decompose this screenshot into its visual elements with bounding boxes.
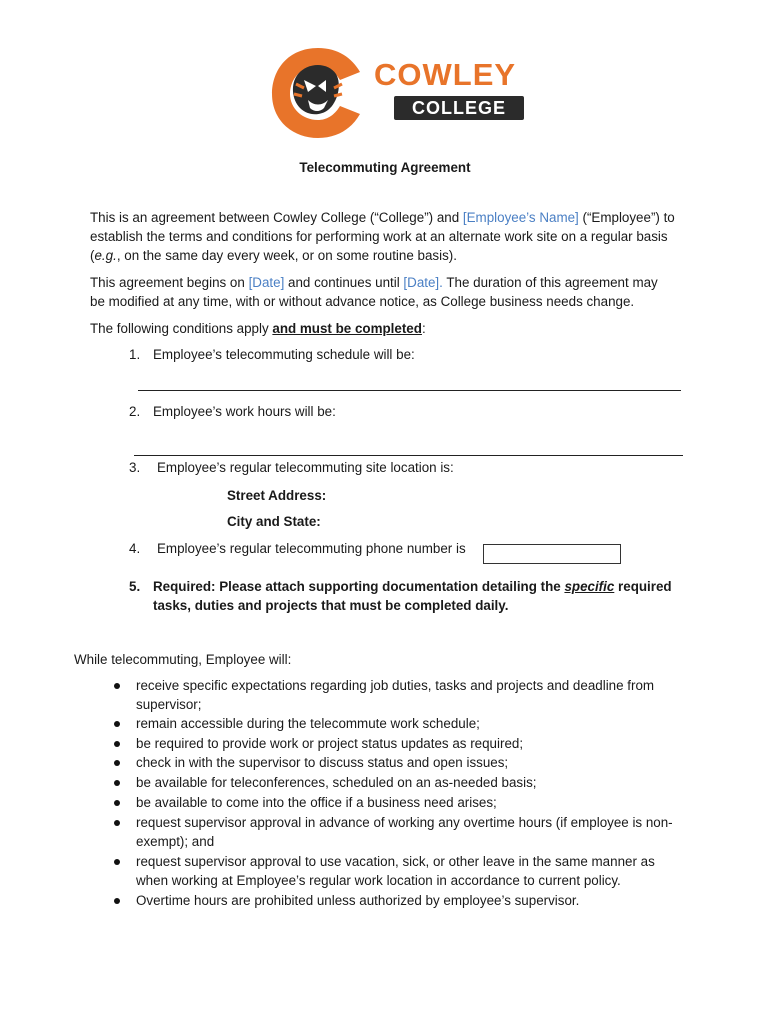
bullet-marker	[114, 898, 120, 904]
intro-text: (	[90, 248, 95, 263]
bullet-marker	[114, 741, 120, 747]
logo-wordmark-cowley: COWLEY	[374, 57, 517, 92]
duration-text: and continues until	[284, 275, 404, 290]
logo-wordmark-college: COLLEGE	[411, 98, 506, 118]
bullet-marker	[114, 859, 120, 865]
phone-number-input[interactable]	[483, 544, 621, 564]
bullet-item: remain accessible during the telecommute work schedule;	[136, 716, 480, 731]
conditions-intro	[90, 319, 426, 338]
bullet-item: check in with the supervisor to discuss status and open issues;	[136, 755, 509, 770]
work-hours-input-line[interactable]	[134, 455, 683, 456]
bullet-marker	[114, 760, 120, 766]
bullet-marker	[114, 780, 120, 786]
intro-line-2: establish the terms and conditions for performing work at an alternate work site on a regular basis	[90, 229, 668, 244]
duration-text: This agreement begins on	[90, 275, 249, 290]
bullet-item: Overtime hours are prohibited unless authorized by employee’s supervisor.	[136, 893, 580, 908]
conditions-intro-colon: :	[421, 321, 426, 336]
bullet-marker	[114, 721, 120, 727]
bullet-item: be available for teleconferences, scheduled on an as-needed basis;	[136, 775, 537, 790]
college-logo	[268, 44, 548, 140]
intro-text: This is an agreement between Cowley College (“College”) and	[90, 210, 463, 225]
duration-paragraph	[90, 273, 710, 311]
condition-1-label: Employee’s telecommuting schedule will be:	[153, 347, 415, 362]
intro-text: (“Employee”) to	[578, 210, 675, 225]
condition-3-number: 3.	[129, 460, 141, 475]
end-date-field[interactable]: [Date].	[403, 275, 443, 290]
bullet-item: be available to come into the office if a business need arises;	[136, 795, 497, 810]
bullet-item: request supervisor approval to use vacation, sick, or other leave in the same manner as when working at Employee’s regular work location in accordance to current policy.	[136, 854, 655, 888]
document-title: Telecommuting Agreement	[299, 160, 471, 175]
condition-2-number: 2.	[129, 404, 141, 419]
bullet-item: receive specific expectations regarding job duties, tasks and projects and deadline from supervisor;	[136, 678, 655, 712]
intro-eg: e.g.	[94, 248, 117, 263]
condition-5-text-a: Required: Please attach supporting documentation detailing the	[153, 579, 565, 594]
bullet-marker	[114, 683, 120, 689]
schedule-input-line[interactable]	[138, 390, 681, 391]
condition-5-text	[153, 577, 693, 615]
employee-name-field[interactable]: [Employee’s Name]	[462, 210, 579, 225]
tiger-mascot-icon	[268, 44, 368, 140]
condition-5-line-2: tasks, duties and projects that must be completed daily.	[153, 598, 509, 613]
street-address-label: Street Address:	[227, 488, 327, 503]
condition-3-label: Employee’s regular telecommuting site location is:	[157, 460, 454, 475]
condition-1-number: 1.	[129, 347, 141, 362]
bullet-item: request supervisor approval in advance of working any overtime hours (if employee is non-exempt); and	[136, 815, 673, 849]
condition-5-specific: specific	[564, 579, 615, 594]
condition-5-line-1	[153, 577, 693, 596]
intro-line-1	[90, 208, 710, 227]
duration-text: The duration of this agreement may	[442, 275, 658, 290]
condition-4-number: 4.	[129, 541, 141, 556]
start-date-field[interactable]: [Date]	[248, 275, 285, 290]
conditions-intro-text: The following conditions apply	[90, 321, 273, 336]
intro-line-3	[90, 246, 710, 265]
condition-5-number: 5.	[129, 579, 141, 594]
bullet-marker	[114, 800, 120, 806]
duration-line-2: be modified at any time, with or without advance notice, as College business needs change.	[90, 294, 635, 309]
intro-paragraph	[90, 208, 710, 265]
conditions-intro-emphasis: and must be completed	[272, 321, 422, 336]
logo-wordmark-college-band	[394, 96, 524, 120]
bullet-marker	[114, 820, 120, 826]
city-state-label: City and State:	[227, 514, 321, 529]
bullet-item: be required to provide work or project status updates as required;	[136, 736, 524, 751]
condition-2-label: Employee’s work hours will be:	[153, 404, 336, 419]
duration-line-1	[90, 273, 710, 292]
condition-5-text-b: required	[614, 579, 672, 594]
condition-4-label: Employee’s regular telecommuting phone number is	[157, 541, 466, 556]
while-telecommuting-heading: While telecommuting, Employee will:	[74, 652, 292, 667]
intro-text: , on the same day every week, or on some routine basis).	[116, 248, 457, 263]
